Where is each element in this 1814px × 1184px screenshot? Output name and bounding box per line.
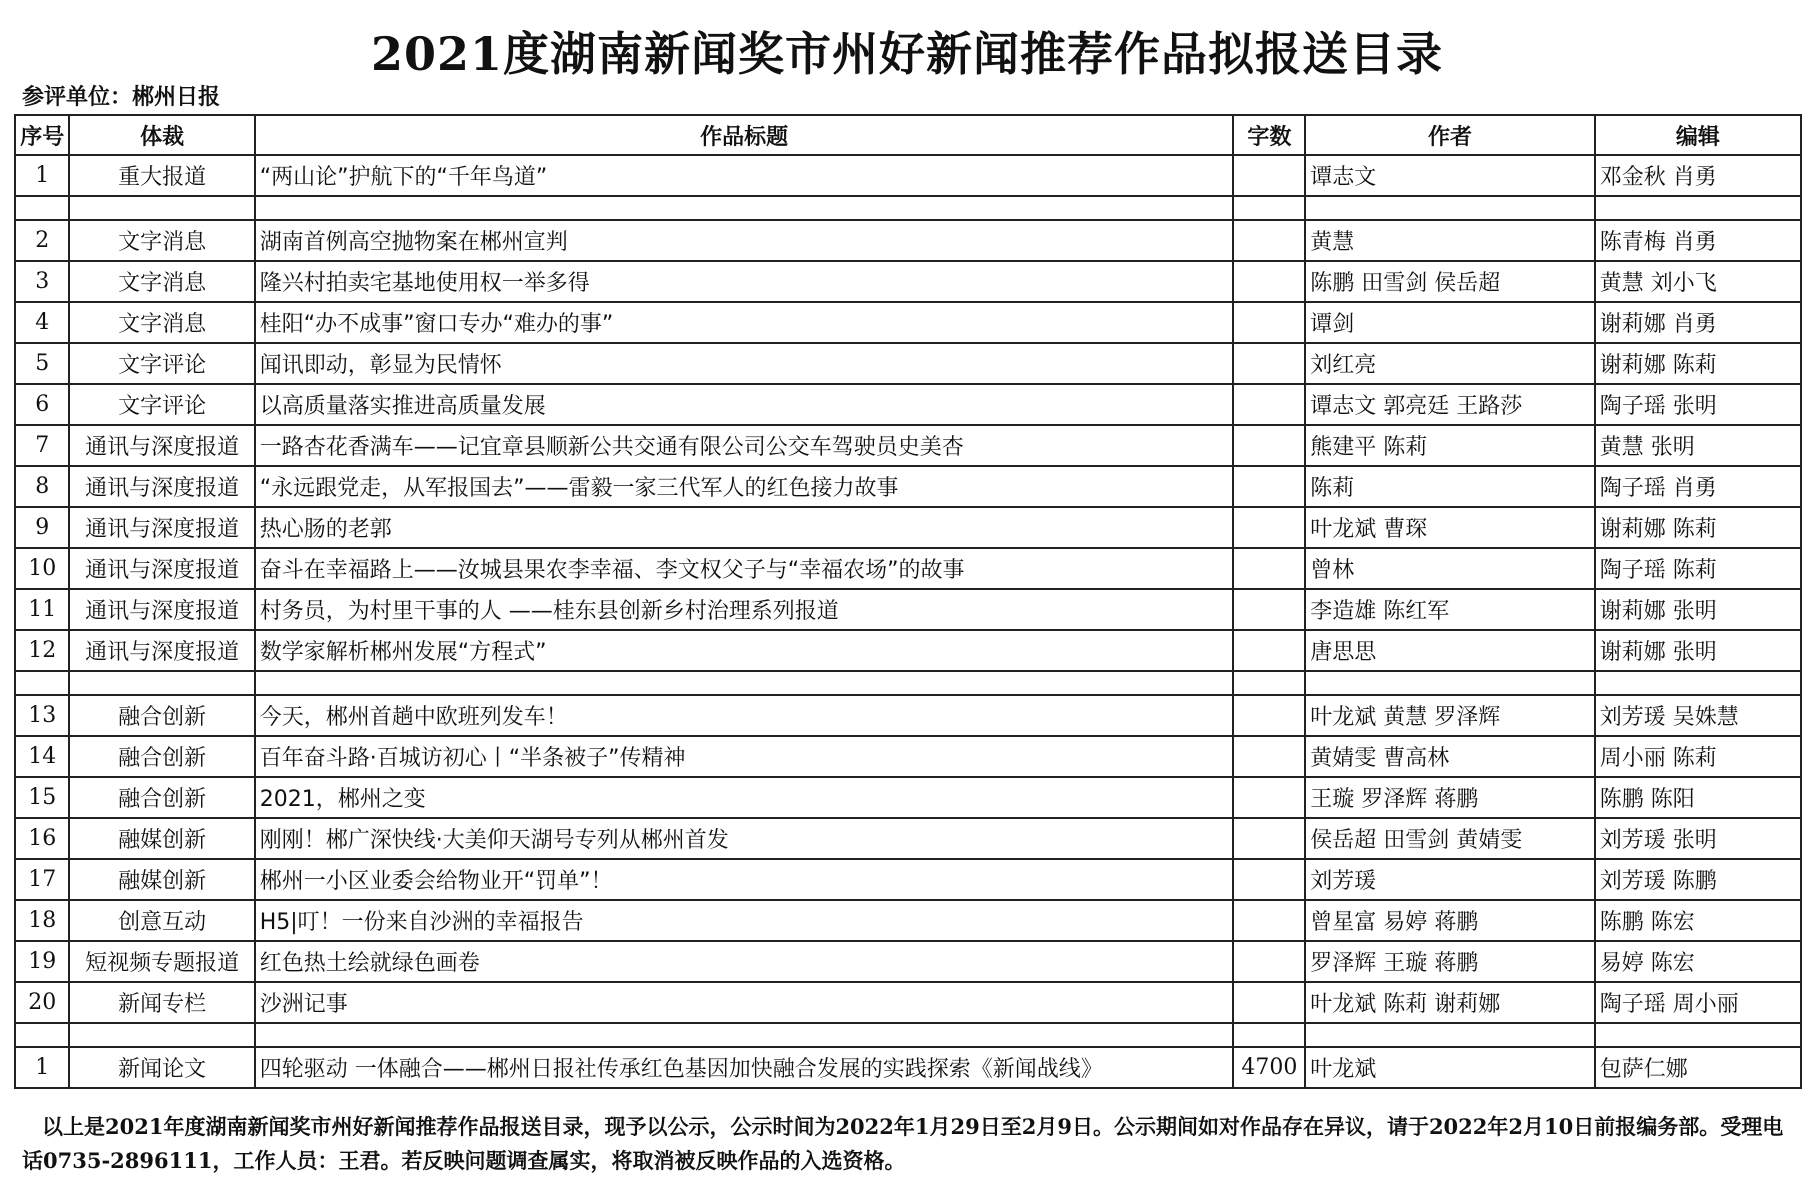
cell-words [1233, 343, 1305, 384]
cell-editor: 陶子瑶 肖勇 [1595, 466, 1801, 507]
cell-author: 叶龙斌 黄慧 罗泽辉 [1305, 695, 1595, 736]
cell-genre: 融媒创新 [69, 859, 254, 900]
cell-title: H5|叮！一份来自沙洲的幸福报告 [255, 900, 1234, 941]
table-row [15, 982, 1801, 1023]
cell-no: 3 [15, 261, 69, 302]
table-row [15, 220, 1801, 261]
separator-cell [1595, 196, 1801, 220]
table-row [15, 507, 1801, 548]
cell-author: 谭志文 [1305, 155, 1595, 196]
cell-editor: 刘芳瑗 张明 [1595, 818, 1801, 859]
table-row [15, 466, 1801, 507]
cell-words [1233, 507, 1305, 548]
cell-no: 16 [15, 818, 69, 859]
cell-author: 熊建平 陈莉 [1305, 425, 1595, 466]
cell-no: 9 [15, 507, 69, 548]
separator-cell [69, 671, 254, 695]
cell-title: 郴州一小区业委会给物业开“罚单”！ [255, 859, 1234, 900]
table-row [15, 900, 1801, 941]
page-title: 2021度湖南新闻奖市州好新闻推荐作品拟报送目录 [370, 27, 1444, 81]
cell-genre: 通讯与深度报道 [69, 589, 254, 630]
cell-author: 黄慧 [1305, 220, 1595, 261]
table-row [15, 425, 1801, 466]
cell-genre: 通讯与深度报道 [69, 507, 254, 548]
cell-words [1233, 982, 1305, 1023]
cell-editor: 谢莉娜 陈莉 [1595, 343, 1801, 384]
cell-editor: 陈鹏 陈宏 [1595, 900, 1801, 941]
cell-genre: 文字评论 [69, 343, 254, 384]
table-body [15, 155, 1801, 1088]
cell-author: 谭剑 [1305, 302, 1595, 343]
cell-no: 8 [15, 466, 69, 507]
cell-author: 曾星富 易婷 蒋鹏 [1305, 900, 1595, 941]
table-row [15, 155, 1801, 196]
cell-title: “永远跟党走，从军报国去”——雷毅一家三代军人的红色接力故事 [255, 466, 1234, 507]
cell-editor: 刘芳瑗 陈鹏 [1595, 859, 1801, 900]
cell-words [1233, 302, 1305, 343]
cell-title: 数学家解析郴州发展“方程式” [255, 630, 1234, 671]
cell-no: 11 [15, 589, 69, 630]
table-row [15, 1047, 1801, 1088]
cell-editor: 易婷 陈宏 [1595, 941, 1801, 982]
cell-words [1233, 425, 1305, 466]
header-title: 作品标题 [255, 115, 1234, 155]
cell-title: 以高质量落实推进高质量发展 [255, 384, 1234, 425]
separator-cell [1233, 671, 1305, 695]
cell-title: 一路杏花香满车——记宜章县顺新公共交通有限公司公交车驾驶员史美杏 [255, 425, 1234, 466]
header-editor: 编辑 [1595, 115, 1801, 155]
cell-no: 1 [15, 1047, 69, 1088]
separator-cell [1595, 1023, 1801, 1047]
cell-editor: 陶子瑶 周小丽 [1595, 982, 1801, 1023]
participating-unit: 参评单位：郴州日报 [22, 85, 221, 110]
cell-no: 7 [15, 425, 69, 466]
cell-editor: 陈青梅 肖勇 [1595, 220, 1801, 261]
table-row [15, 777, 1801, 818]
cell-editor: 谢莉娜 张明 [1595, 630, 1801, 671]
table-row [15, 384, 1801, 425]
cell-genre: 新闻论文 [69, 1047, 254, 1088]
separator-cell [255, 671, 1234, 695]
cell-words: 4700 [1233, 1047, 1305, 1088]
cell-title: 湖南首例高空抛物案在郴州宣判 [255, 220, 1234, 261]
cell-genre: 融媒创新 [69, 818, 254, 859]
cell-words [1233, 155, 1305, 196]
cell-words [1233, 589, 1305, 630]
cell-title: “两山论”护航下的“千年鸟道” [255, 155, 1234, 196]
cell-editor: 邓金秋 肖勇 [1595, 155, 1801, 196]
cell-words [1233, 695, 1305, 736]
cell-title: 2021，郴州之变 [255, 777, 1234, 818]
cell-genre: 文字消息 [69, 220, 254, 261]
cell-genre: 融合创新 [69, 695, 254, 736]
cell-editor: 黄慧 刘小飞 [1595, 261, 1801, 302]
separator-row [15, 196, 1801, 220]
cell-author: 刘红亮 [1305, 343, 1595, 384]
table-row [15, 818, 1801, 859]
separator-cell [1595, 671, 1801, 695]
cell-editor: 陈鹏 陈阳 [1595, 777, 1801, 818]
cell-title: 村务员，为村里干事的人 ——桂东县创新乡村治理系列报道 [255, 589, 1234, 630]
works-table [14, 114, 1802, 1089]
cell-editor: 刘芳瑗 吴姝慧 [1595, 695, 1801, 736]
cell-author: 罗泽辉 王璇 蒋鹏 [1305, 941, 1595, 982]
cell-no: 10 [15, 548, 69, 589]
cell-words [1233, 818, 1305, 859]
cell-editor: 谢莉娜 陈莉 [1595, 507, 1801, 548]
cell-no: 5 [15, 343, 69, 384]
cell-no: 13 [15, 695, 69, 736]
cell-title: 红色热土绘就绿色画卷 [255, 941, 1234, 982]
cell-editor: 陶子瑶 张明 [1595, 384, 1801, 425]
cell-no: 15 [15, 777, 69, 818]
table-row [15, 589, 1801, 630]
separator-cell [255, 196, 1234, 220]
cell-author: 陈鹏 田雪剑 侯岳超 [1305, 261, 1595, 302]
cell-genre: 通讯与深度报道 [69, 425, 254, 466]
cell-words [1233, 466, 1305, 507]
separator-cell [1305, 671, 1595, 695]
header-no: 序号 [15, 115, 69, 155]
header-author: 作者 [1305, 115, 1595, 155]
header-words: 字数 [1233, 115, 1305, 155]
cell-editor: 包萨仁娜 [1595, 1047, 1801, 1088]
cell-genre: 通讯与深度报道 [69, 630, 254, 671]
cell-no: 14 [15, 736, 69, 777]
cell-words [1233, 736, 1305, 777]
table-row [15, 941, 1801, 982]
cell-genre: 融合创新 [69, 777, 254, 818]
separator-row [15, 1023, 1801, 1047]
separator-cell [1305, 196, 1595, 220]
cell-author: 刘芳瑗 [1305, 859, 1595, 900]
cell-editor: 陶子瑶 陈莉 [1595, 548, 1801, 589]
table-row [15, 302, 1801, 343]
separator-cell [15, 1023, 69, 1047]
cell-words [1233, 941, 1305, 982]
cell-no: 12 [15, 630, 69, 671]
separator-cell [69, 196, 254, 220]
table-header-row [15, 115, 1801, 155]
cell-title: 今天，郴州首趟中欧班列发车！ [255, 695, 1234, 736]
cell-author: 谭志文 郭亮廷 王路莎 [1305, 384, 1595, 425]
cell-genre: 重大报道 [69, 155, 254, 196]
table-row [15, 630, 1801, 671]
cell-genre: 文字消息 [69, 302, 254, 343]
cell-no: 20 [15, 982, 69, 1023]
cell-title: 热心肠的老郭 [255, 507, 1234, 548]
cell-title: 闻讯即动，彰显为民情怀 [255, 343, 1234, 384]
cell-no: 6 [15, 384, 69, 425]
cell-genre: 新闻专栏 [69, 982, 254, 1023]
header-genre: 体裁 [69, 115, 254, 155]
cell-title: 刚刚！郴广深快线·大美仰天湖号专列从郴州首发 [255, 818, 1234, 859]
cell-genre: 通讯与深度报道 [69, 548, 254, 589]
cell-genre: 文字消息 [69, 261, 254, 302]
cell-genre: 文字评论 [69, 384, 254, 425]
cell-author: 陈莉 [1305, 466, 1595, 507]
cell-title: 四轮驱动 一体融合——郴州日报社传承红色基因加快融合发展的实践探索《新闻战线》 [255, 1047, 1234, 1088]
separator-cell [255, 1023, 1234, 1047]
separator-cell [15, 671, 69, 695]
separator-cell [15, 196, 69, 220]
separator-cell [1233, 1023, 1305, 1047]
cell-words [1233, 220, 1305, 261]
cell-no: 1 [15, 155, 69, 196]
cell-words [1233, 548, 1305, 589]
cell-editor: 谢莉娜 肖勇 [1595, 302, 1801, 343]
separator-cell [1233, 196, 1305, 220]
cell-author: 曾林 [1305, 548, 1595, 589]
cell-no: 4 [15, 302, 69, 343]
separator-cell [1305, 1023, 1595, 1047]
cell-title: 沙洲记事 [255, 982, 1234, 1023]
cell-author: 叶龙斌 [1305, 1047, 1595, 1088]
cell-no: 17 [15, 859, 69, 900]
table-row [15, 548, 1801, 589]
cell-editor: 谢莉娜 张明 [1595, 589, 1801, 630]
cell-author: 唐思思 [1305, 630, 1595, 671]
cell-words [1233, 777, 1305, 818]
table-row [15, 261, 1801, 302]
cell-title: 桂阳“办不成事”窗口专办“难办的事” [255, 302, 1234, 343]
cell-author: 李造雄 陈红军 [1305, 589, 1595, 630]
cell-genre: 创意互动 [69, 900, 254, 941]
cell-editor: 黄慧 张明 [1595, 425, 1801, 466]
table-row [15, 695, 1801, 736]
cell-words [1233, 384, 1305, 425]
table-row [15, 859, 1801, 900]
cell-editor: 周小丽 陈莉 [1595, 736, 1801, 777]
cell-words [1233, 630, 1305, 671]
cell-genre: 短视频专题报道 [69, 941, 254, 982]
separator-cell [69, 1023, 254, 1047]
cell-author: 叶龙斌 陈莉 谢莉娜 [1305, 982, 1595, 1023]
cell-no: 18 [15, 900, 69, 941]
cell-words [1233, 261, 1305, 302]
cell-genre: 通讯与深度报道 [69, 466, 254, 507]
cell-title: 百年奋斗路·百城访初心丨“半条被子”传精神 [255, 736, 1234, 777]
cell-genre: 融合创新 [69, 736, 254, 777]
cell-title: 隆兴村拍卖宅基地使用权一举多得 [255, 261, 1234, 302]
cell-title: 奋斗在幸福路上——汝城县果农李幸福、李文权父子与“幸福农场”的故事 [255, 548, 1234, 589]
cell-no: 19 [15, 941, 69, 982]
cell-words [1233, 900, 1305, 941]
footer-notice: 以上是2021年度湖南新闻奖市州好新闻推荐作品报送目录，现予以公示，公示时间为2022年1月29日至2月9日。公示期间如对作品存在异议，请于2022年2月10日前报编务部。受理电话0735-2896111，工作人员：王君。若反映问题调查属实，将取消被反映作品的入选资格。 [22, 1114, 1784, 1173]
cell-author: 叶龙斌 曹琛 [1305, 507, 1595, 548]
table-row [15, 343, 1801, 384]
table-row [15, 736, 1801, 777]
cell-words [1233, 859, 1305, 900]
separator-row [15, 671, 1801, 695]
cell-author: 王璇 罗泽辉 蒋鹏 [1305, 777, 1595, 818]
cell-no: 2 [15, 220, 69, 261]
cell-author: 黄婧雯 曹高林 [1305, 736, 1595, 777]
cell-author: 侯岳超 田雪剑 黄婧雯 [1305, 818, 1595, 859]
